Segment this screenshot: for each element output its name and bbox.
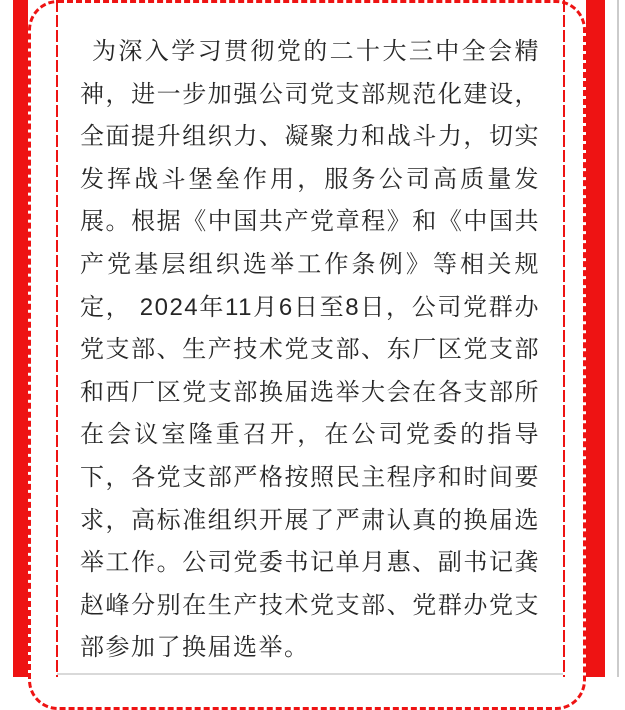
page-right-edge (617, 0, 619, 677)
left-red-bar (13, 0, 28, 677)
right-red-bar (586, 0, 605, 677)
article-paragraph: 为深入学习贯彻党的二十大三中全会精神，进一步加强公司党支部规范化建设，全面提升组织力、凝聚力和战斗力，切实发挥战斗堡垒作用，服务公司高质量发展。根据《中国共产党章程》和《中国共产党基层组织选举工作条例》等相关规定， 2024年11月6日至8日，公司党群办党支部、生产技术党支部、东厂区党支部和西厂区党支部换届选举大会在各支部所在会议室隆重召开，在公司党委的指导下，各党支部严格按照民主程序和时间要求，高标准组织开展了严肃认真的换届选举工作。公司党委书记单月惠、副书记龚赵峰分别在生产技术党支部、党群办党支部参加了换届选举。 (80, 38, 540, 662)
inner-right-rule (563, 0, 565, 677)
inner-left-rule (56, 0, 58, 677)
bottom-divider (57, 673, 563, 675)
